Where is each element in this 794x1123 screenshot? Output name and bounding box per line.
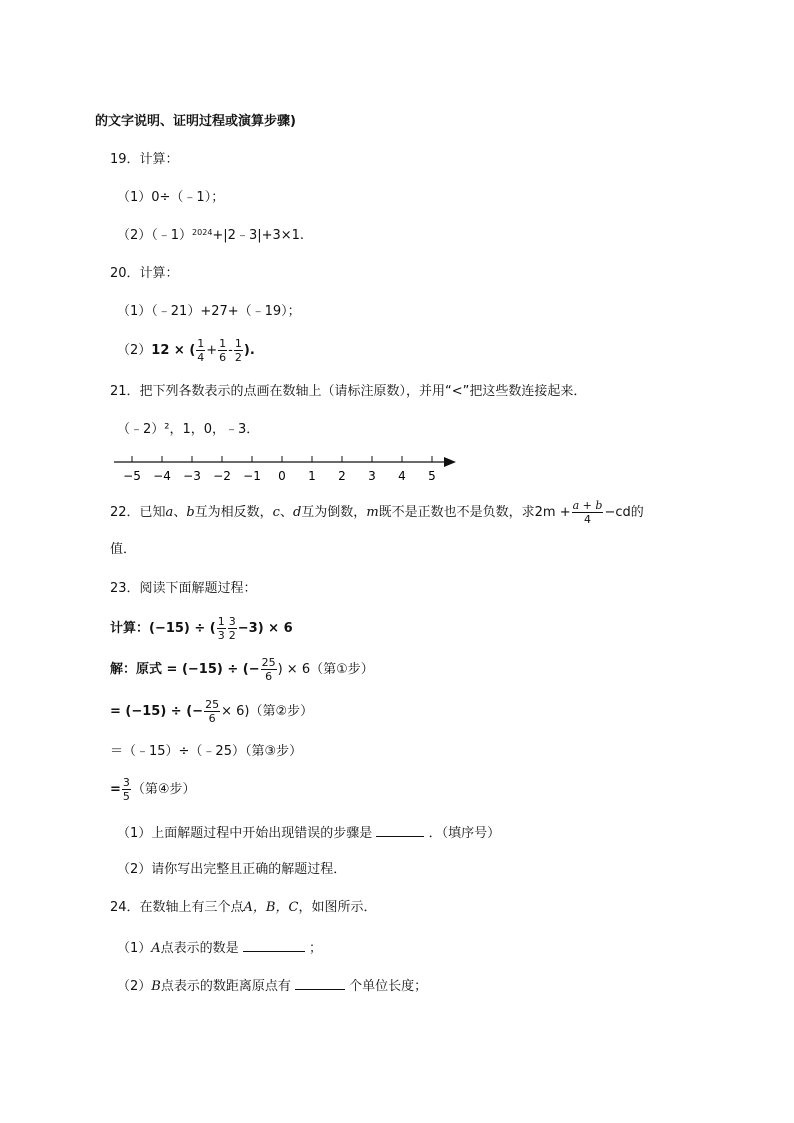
q22-expr-post: −cd [604, 505, 631, 520]
q23-calc-frac-2 [228, 615, 237, 642]
q23-step4 [110, 775, 196, 805]
q20-plus: + [206, 343, 218, 358]
number-line-tick-label: 2 [338, 469, 346, 483]
number-line-arrow-icon [444, 457, 456, 467]
q23-calc-frac-1 [217, 615, 226, 642]
q21-title: 21．把下列各数表示的点画在数轴上（请标注原数），并用“<”把这些数连接起来． [110, 384, 587, 399]
q23-cf1-den: 3 [217, 629, 225, 642]
q24-p1-label: （1） [117, 941, 152, 956]
q24-p2-end: 个单位长度； [349, 979, 428, 994]
q24-answer-blank-1[interactable] [243, 938, 305, 952]
number-line-tick-label: 5 [428, 469, 436, 483]
q23-step1 [110, 655, 374, 685]
q23-step4-frac [122, 776, 131, 803]
q22-var-b: b [186, 505, 195, 520]
q24-p1-var: A [151, 941, 161, 956]
q23-q1-suffix: ．（填序号） [428, 826, 501, 841]
q23-s2-den: 6 [208, 712, 216, 725]
q20-f3-num: 1 [234, 337, 242, 350]
q24-p2-var: B [151, 979, 161, 994]
q20-f2-num: 1 [219, 337, 227, 350]
q23-title: 23．阅读下面解题过程： [110, 581, 257, 596]
number-line-tick-label: −1 [243, 469, 261, 483]
q22-var-d: d [292, 505, 302, 520]
q23-step2-post: × 6)（第②步） [221, 704, 314, 719]
q22-var-a: a [165, 505, 174, 520]
q19-part2 [117, 227, 304, 245]
q24-title-a: 24．在数轴上有三个点 [110, 900, 244, 915]
q23-step2-pre: = (−15) ÷ (− [110, 704, 204, 719]
q22-part-d: 互为倒数， [301, 505, 367, 520]
q22-sep-2: 、 [279, 505, 293, 520]
q20-fraction-2 [218, 337, 227, 364]
q22-var-m: m [366, 505, 379, 520]
q23-step1-frac [261, 656, 277, 683]
q23-q1-text: （1）上面解题过程中开始出现错误的步骤是 [117, 826, 373, 841]
q20-f2-den: 6 [219, 351, 227, 364]
q22-frac-num: a + b [572, 499, 603, 512]
q20-title: 20．计算： [110, 266, 179, 281]
q23-s4-num: 3 [122, 776, 130, 789]
q23-step4-pre: = [110, 782, 121, 797]
q22-expr-pre: 2m + [534, 505, 571, 520]
q20-f1-den: 4 [197, 351, 205, 364]
q21-numbers: （﹣2）²，1，0，﹣3． [117, 422, 260, 437]
q24-p1-text: 点表示的数是 [160, 941, 239, 956]
q22-part-e: 既不是正数也不是负数，求 [378, 505, 535, 520]
number-line-tick-label: −3 [183, 469, 201, 483]
q23-step4-post: （第④步） [131, 782, 196, 797]
number-line-tick-label: −4 [153, 469, 171, 483]
q23-answer-blank[interactable] [376, 823, 424, 837]
q22-var-c: c [272, 505, 280, 520]
number-line-tick-label: 3 [368, 469, 376, 483]
q19-part2-b: +|2﹣3|+3×1. [212, 228, 305, 243]
q24-p2-label: （2） [117, 979, 152, 994]
q23-cf2-den: 2 [228, 629, 236, 642]
q22-text [110, 498, 644, 528]
q19-exponent: 2024 [192, 228, 213, 237]
q23-s1-num: 25 [261, 656, 276, 669]
q24-part1 [117, 938, 322, 958]
q20-f3-den: 2 [234, 351, 242, 364]
q19-part1: （1）0÷（﹣1）； [117, 190, 225, 205]
q24-answer-blank-2[interactable] [295, 976, 345, 990]
section-header-note: 的文字说明、证明过程或演算步骤) [95, 114, 296, 129]
number-line-ticks [123, 456, 436, 483]
q22-line2: 值． [110, 542, 137, 557]
q24-points: A，B，C [243, 900, 299, 915]
q24-title [110, 899, 376, 917]
q23-cf1-num: 1 [217, 615, 225, 628]
q24-title-b: ，如图所示． [298, 900, 377, 915]
q23-step1-pre: 解：原式 = (−15) ÷ (− [110, 662, 260, 677]
q23-cf2-num: 3 [228, 615, 236, 628]
q23-question2: （2）请你写出完整且正确的解题过程． [117, 862, 347, 877]
q23-step3: ＝（﹣15）÷（﹣25）（第③步） [110, 744, 303, 759]
q23-s4-den: 5 [122, 790, 130, 803]
q23-question1 [117, 823, 500, 843]
q22-part-a: 22．已知 [110, 505, 166, 520]
number-line-tick-label: 0 [278, 469, 286, 483]
q23-step1-post: ) × 6（第①步） [277, 662, 374, 677]
q22-part-c: 互为相反数， [194, 505, 273, 520]
q22-fraction [572, 499, 604, 526]
q23-calc [110, 614, 293, 644]
q23-s1-den: 6 [265, 670, 273, 683]
q20-minus: - [228, 343, 233, 358]
q20-fraction-3 [234, 337, 243, 364]
q20-fraction-1 [196, 337, 205, 364]
q19-part2-a: （2）（﹣1） [117, 228, 193, 243]
q20-f1-num: 1 [197, 337, 205, 350]
q23-s2-num: 25 [205, 698, 220, 711]
q20-part1: （1）（﹣21）+27+（﹣19）； [117, 304, 301, 319]
q24-part2 [117, 976, 427, 996]
q22-sep-1: 、 [173, 505, 187, 520]
q20-part2 [117, 336, 255, 366]
number-line-tick-label: −5 [123, 469, 141, 483]
q22-frac-den: 4 [584, 513, 592, 526]
q20-expr-end: ). [243, 343, 255, 358]
q24-p1-end: ； [308, 941, 322, 956]
q23-step2-frac [204, 698, 220, 725]
q22-part-f: 的 [630, 505, 644, 520]
number-line-tick-label: −2 [213, 469, 231, 483]
q20-part2-label: （2） [117, 343, 152, 358]
number-line [110, 452, 470, 488]
q23-calc-post: −3) × 6 [237, 621, 293, 636]
number-line-tick-label: 4 [398, 469, 406, 483]
q19-title: 19．计算： [110, 152, 179, 167]
number-line-tick-label: 1 [308, 469, 316, 483]
q24-p2-text: 点表示的数距离原点有 [160, 979, 291, 994]
q23-step2 [110, 697, 313, 727]
q23-calc-pre: 计算：(−15) ÷ ( [110, 621, 216, 636]
q20-expr-start: 12 × ( [151, 343, 196, 358]
